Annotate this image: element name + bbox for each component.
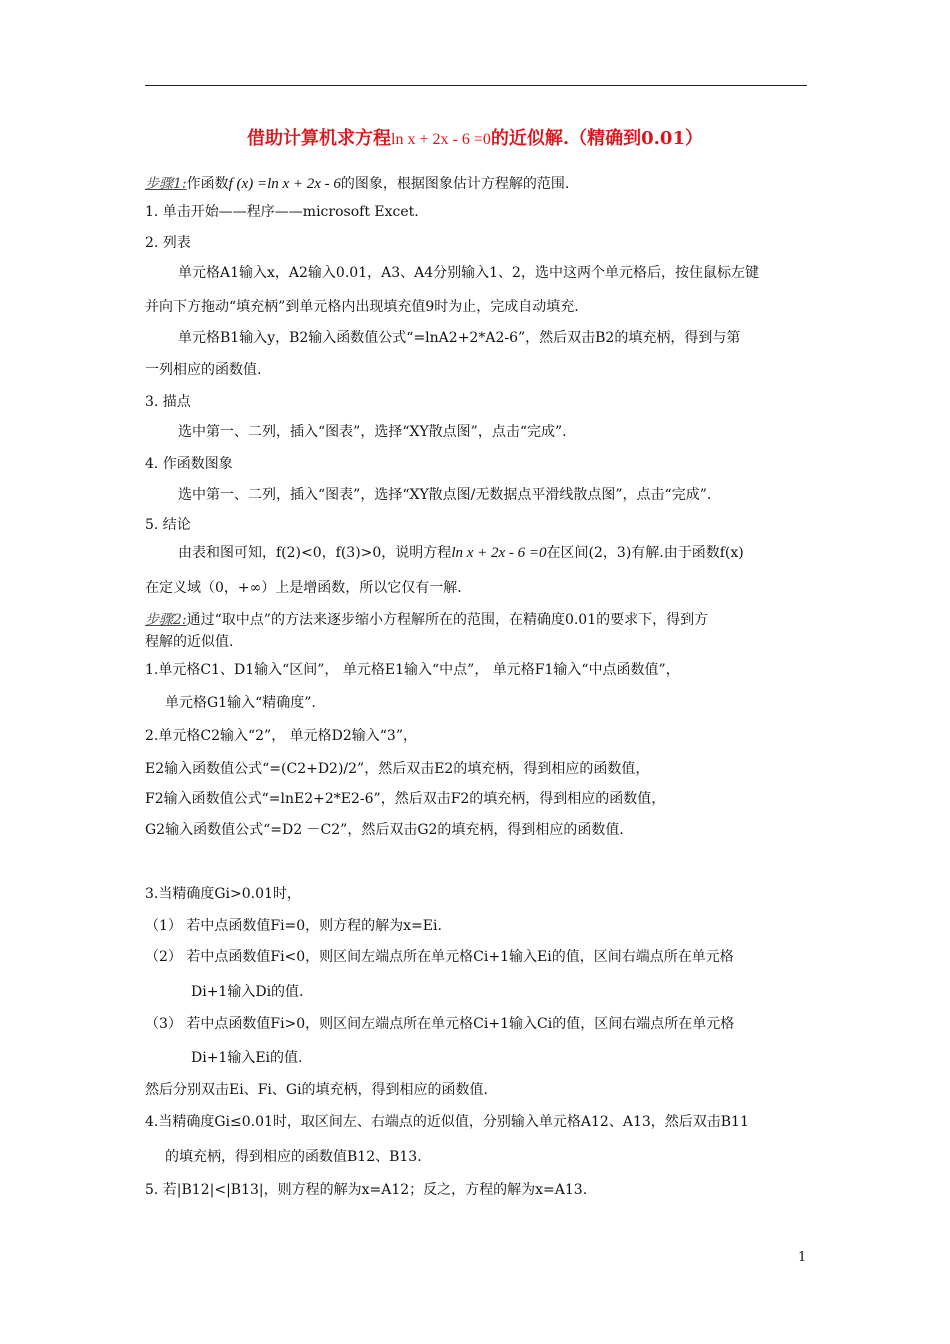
s1-item-5: 5. 结论 [145, 517, 191, 533]
s2-line-8b: 的填充柄，得到相应的函数值B12、B13. [165, 1149, 422, 1165]
s1-item-3: 3. 描点 [145, 394, 191, 410]
document-title [0, 124, 950, 150]
s2-line-8a: 4.当精确度Gi≤0.01时，取区间左、右端点的近似值，分别输入单元格A12、A13，然后双击B11 [145, 1114, 749, 1130]
s2-case-1: （1） 若中点函数值Fi=0，则方程的解为x=Ei. [145, 918, 442, 934]
s1-para-5a-text-1: 由表和图可知，f(2)<0，f(3)>0，说明方程 [178, 545, 452, 561]
s1-para-2b: 一列相应的函数值. [145, 362, 262, 378]
step1-function: f (x) =ln x + 2x - 6 [228, 176, 341, 192]
title-prefix: 借助计算机求方程 [247, 128, 392, 149]
step2-text-b: 程解的近似值. [145, 634, 234, 650]
title-suffix: 的近似解.（精确到0.01） [490, 128, 703, 149]
s1-para-3: 选中第一、二列，插入“图表”，选择“XY散点图”，点击“完成”. [178, 424, 567, 440]
s2-line-6: 3.当精确度Gi>0.01时， [145, 886, 301, 902]
s2-line-1a: 1.单元格C1、D1输入“区间”， 单元格E1输入“中点”， 单元格F1输入“中点函数值”， [145, 662, 680, 678]
s1-para-5a-text-2: 在区间(2，3)有解.由于函数f(x) [546, 545, 744, 561]
s1-para-1a: 单元格A1输入x，A2输入0.01，A3、A4分别输入1、2，选中这两个单元格后，按住鼠标左键 [178, 265, 759, 281]
step2-heading [145, 610, 708, 630]
page-number: 1 [798, 1250, 807, 1265]
s2-case-2b: Di+1输入Di的值. [191, 984, 304, 1000]
s2-line-4: F2输入函数值公式“=lnE2+2*E2-6”，然后双击F2的填充柄，得到相应的函数值， [145, 791, 666, 807]
s2-line-2: 2.单元格C2输入“2”， 单元格D2输入“3”， [145, 728, 418, 744]
s2-case-3a: （3） 若中点函数值Fi>0，则区间左端点所在单元格Ci+1输入Ci的值，区间右端点所在单元格 [145, 1016, 735, 1032]
s1-para-1b: 并向下方拖动“填充柄”到单元格内出现填充值9时为止，完成自动填充. [145, 299, 579, 315]
s1-para-2a: 单元格B1输入y，B2输入函数值公式“=lnA2+2*A2-6”，然后双击B2的填充柄，得到与第 [178, 330, 741, 346]
s1-para-5b: 在定义域（0，+∞）上是增函数，所以它仅有一解. [145, 580, 462, 596]
s1-item-4: 4. 作函数图象 [145, 456, 233, 472]
s2-case-3b: Di+1输入Ei的值. [191, 1050, 303, 1066]
s2-line-3: E2输入函数值公式“=(C2+D2)/2”，然后双击E2的填充柄，得到相应的函数值， [145, 761, 650, 777]
s2-case-2a: （2） 若中点函数值Fi<0，则区间左端点所在单元格Ci+1输入Ei的值，区间右端点所在单元格 [145, 949, 734, 965]
step2-label: 步骤2: [145, 612, 187, 628]
s1-para-5a-equation: ln x + 2x - 6 =0 [451, 545, 547, 561]
step2-text-a: 通过“取中点”的方法来逐步缩小方程解所在的范围，在精确度0.01的要求下，得到方 [186, 612, 709, 628]
s1-para-4: 选中第一、二列，插入“图表”，选择“XY散点图/无数据点平滑线散点图”，点击“完成”. [178, 487, 712, 503]
s1-item-2: 2. 列表 [145, 235, 191, 251]
s2-line-7: 然后分别双击Ei、Fi、Gi的填充柄，得到相应的函数值. [145, 1082, 488, 1098]
step1-text-b: 的图象，根据图象估计方程解的范围. [340, 176, 570, 192]
step1-heading [145, 174, 569, 194]
s2-line-5: G2输入函数值公式“=D2 －C2”，然后双击G2的填充柄，得到相应的函数值. [145, 822, 624, 838]
title-equation: ln x + 2x - 6 =0 [391, 131, 491, 148]
s2-line-9: 5. 若|B12|<|B13|，则方程的解为x=A12；反之，方程的解为x=A13. [145, 1182, 588, 1198]
step1-label: 步骤1: [145, 176, 187, 192]
header-rule [145, 85, 807, 86]
s1-item-1: 1. 单击开始——程序——microsoft Excet. [145, 204, 419, 220]
s1-para-5a [178, 543, 744, 563]
step1-text-a: 作函数 [186, 176, 229, 192]
s2-line-1b: 单元格G1输入“精确度”. [165, 695, 316, 711]
